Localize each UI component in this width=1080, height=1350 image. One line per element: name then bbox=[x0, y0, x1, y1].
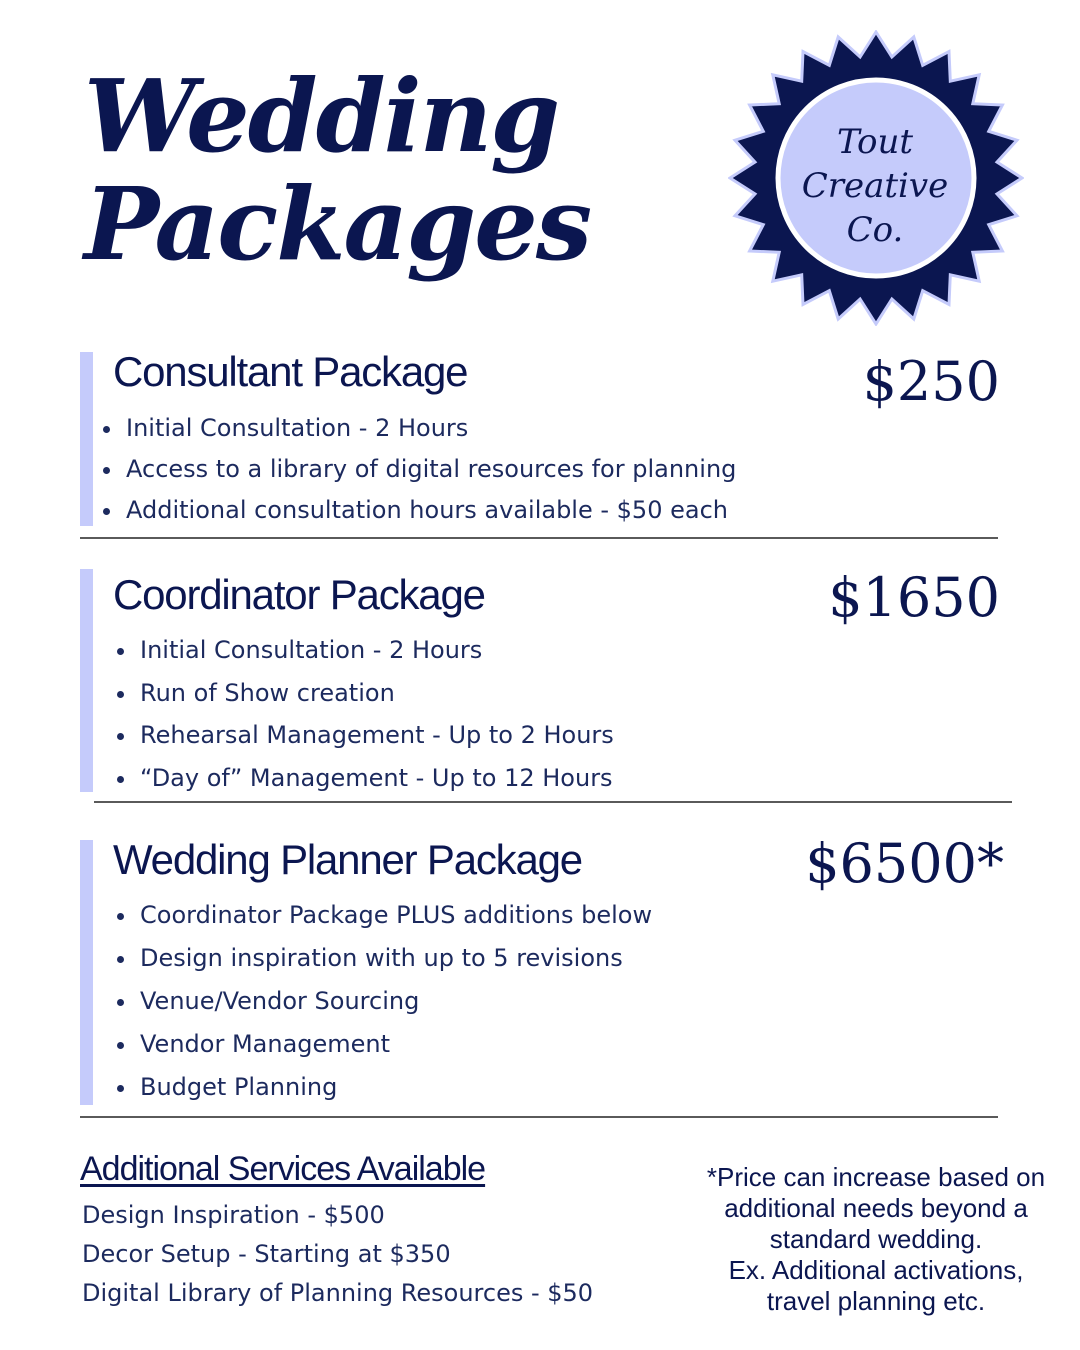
consultant-price: $250 bbox=[862, 350, 1000, 413]
package-features bbox=[100, 408, 736, 531]
list-item: • Vendor Management bbox=[138, 1023, 652, 1066]
list-item: • Initial Consultation - 2 Hours bbox=[124, 408, 736, 449]
list-item: • Run of Show creation bbox=[138, 672, 614, 715]
list-item: • “Day of” Management - Up to 12 Hours bbox=[138, 757, 614, 800]
coordinator-price: $1650 bbox=[828, 566, 1000, 629]
note-line: standard wedding. bbox=[769, 1224, 983, 1254]
title-line-1: Wedding bbox=[84, 57, 559, 175]
note-line: travel planning etc. bbox=[766, 1286, 986, 1316]
divider bbox=[80, 1116, 998, 1118]
badge-line-1: Tout bbox=[836, 122, 914, 162]
accent-bar bbox=[80, 840, 93, 1105]
price-note bbox=[690, 1162, 1062, 1317]
package-name: Consultant Package bbox=[113, 348, 468, 395]
accent-bar bbox=[80, 352, 93, 526]
list-item: • Initial Consultation - 2 Hours bbox=[138, 629, 614, 672]
wedding-planner-price: $6500* bbox=[805, 832, 1004, 895]
logo-badge-text bbox=[780, 120, 970, 252]
accent-bar bbox=[80, 569, 93, 792]
list-item: • Venue/Vendor Sourcing bbox=[138, 980, 652, 1023]
additional-services-title: Additional Services Available bbox=[80, 1150, 486, 1188]
list-item: • Additional consultation hours available - $50 each bbox=[124, 490, 736, 531]
package-features bbox=[114, 629, 614, 799]
divider bbox=[94, 801, 1012, 803]
package-name: Coordinator Package bbox=[113, 571, 485, 618]
list-item: • Design inspiration with up to 5 revisions bbox=[138, 937, 652, 980]
note-line: *Price can increase based on bbox=[706, 1162, 1046, 1192]
list-item: Design Inspiration - $500 bbox=[82, 1201, 385, 1229]
list-item: • Access to a library of digital resources for planning bbox=[124, 449, 736, 490]
list-item: • Coordinator Package PLUS additions below bbox=[138, 894, 652, 937]
list-item: • Rehearsal Management - Up to 2 Hours bbox=[138, 714, 614, 757]
page-title bbox=[84, 57, 604, 283]
badge-line-2: Creative Co. bbox=[801, 166, 949, 250]
list-item: Digital Library of Planning Resources - $50 bbox=[82, 1279, 594, 1307]
list-item: • Budget Planning bbox=[138, 1066, 652, 1109]
note-line: additional needs beyond a bbox=[724, 1193, 1028, 1223]
divider bbox=[80, 537, 998, 539]
package-name: Wedding Planner Package bbox=[113, 836, 582, 883]
list-item: Decor Setup - Starting at $350 bbox=[82, 1240, 451, 1268]
additional-services-list bbox=[82, 1196, 593, 1313]
title-line-2: Packages bbox=[84, 165, 591, 283]
package-features bbox=[114, 894, 652, 1109]
note-line: Ex. Additional activations, bbox=[728, 1255, 1024, 1285]
